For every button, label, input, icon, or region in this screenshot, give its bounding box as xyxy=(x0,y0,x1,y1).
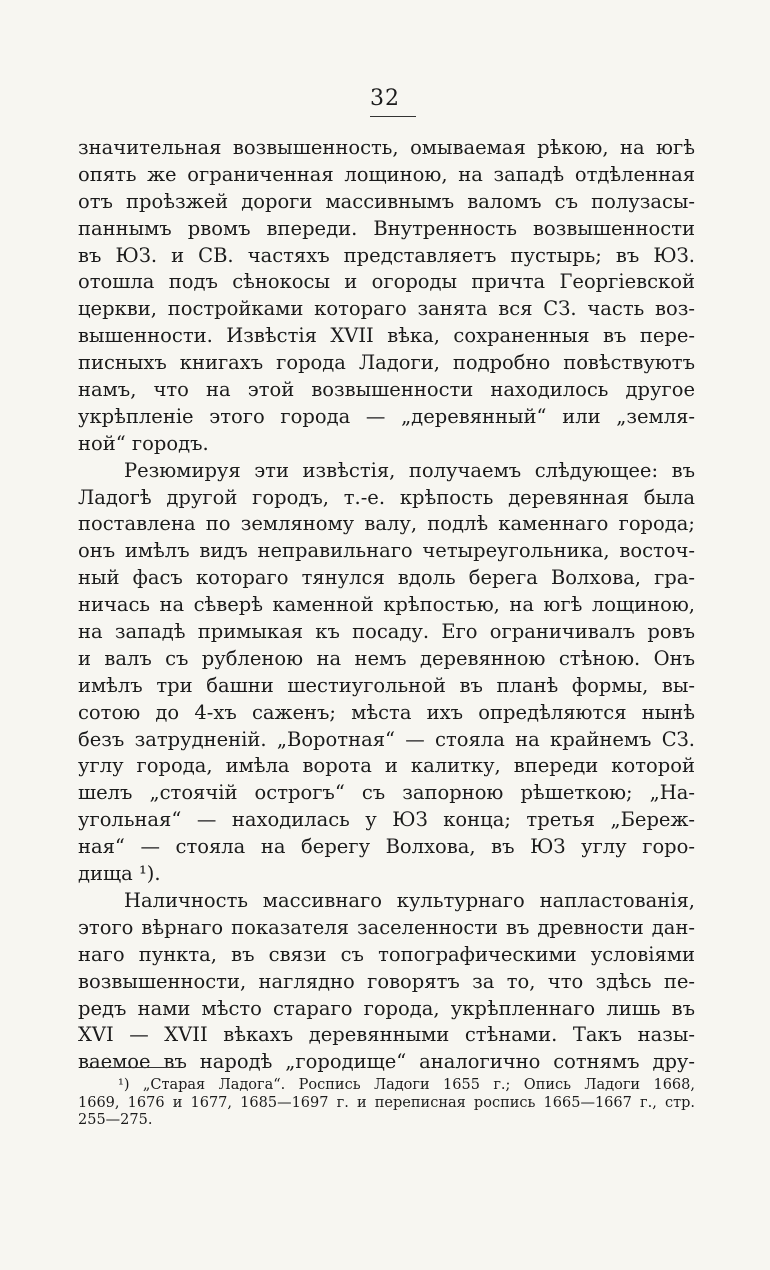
text-line: этого вѣрнаго показателя заселенности въ древности дан- xyxy=(78,915,695,939)
text-line: имѣлъ три башни шестиугольной въ планѣ формы, вы- xyxy=(78,673,695,697)
text-line: опять же ограниченная лощиною, на западѣ отдѣленная xyxy=(78,162,695,186)
footnote-line: 255—275. xyxy=(78,1112,153,1128)
text-line: ный фасъ котораго тянулся вдоль берега Волхова, гра- xyxy=(78,566,695,590)
footnotes xyxy=(78,1077,695,1130)
text-line: безъ затрудненій. „Воротная“ — стояла на крайнемъ СЗ. xyxy=(78,727,695,751)
text-line: углу города, имѣла ворота и калитку, впереди которой xyxy=(78,754,695,778)
text-line: ничась на сѣверѣ каменной крѣпостью, на югѣ лощиною, xyxy=(78,593,695,617)
text-line: дища ¹). xyxy=(78,862,161,886)
text-line: намъ, что на этой возвышенности находилось другое xyxy=(78,378,695,402)
text-line: Ладогѣ другой городъ, т.-е. крѣпость деревянная была xyxy=(78,485,695,509)
text-line: ваемое въ народѣ „городище“ аналогично сотнямъ дру- xyxy=(78,1050,695,1074)
text-line: ная“ — стояла на берегу Волхова, въ ЮЗ углу горо- xyxy=(78,835,695,859)
text-line: угольная“ — находилась у ЮЗ конца; третья „Береж- xyxy=(78,808,695,832)
text-line: редъ нами мѣсто стараго города, укрѣпленнаго лишь въ xyxy=(78,996,695,1020)
text-line: значительная возвышенность, омываемая рѣкою, на югѣ xyxy=(78,136,695,159)
text-line: онъ имѣлъ видъ неправильнаго четыреугольника, восточ- xyxy=(78,539,695,563)
paragraph-start-line: Резюмируя эти извѣстія, получаемъ слѣдующее: въ xyxy=(124,458,695,482)
page-number-rule xyxy=(370,116,416,117)
page-number: 32 xyxy=(370,86,400,111)
text-line: писныхъ книгахъ города Ладоги, подробно повѣствуютъ xyxy=(78,351,695,375)
paragraph-start-line: Наличность массивнаго культурнаго напластованія, xyxy=(124,888,695,912)
text-line: укрѣпленіе этого города — „деревянный“ или „земля- xyxy=(78,404,695,428)
text-line: вышенности. Извѣстія XVII вѣка, сохраненныя въ пере- xyxy=(78,324,695,348)
text-line: возвышенности, наглядно говорятъ за то, что здѣсь пе- xyxy=(78,969,695,993)
text-line: поставлена по земляному валу, подлѣ каменнаго города; xyxy=(78,512,695,536)
footnote-line: ¹) „Старая Ладога“. Роспись Ладоги 1655 г.; Опись Ладоги 1668, xyxy=(118,1077,695,1093)
text-line: паннымъ рвомъ впереди. Внутренность возвышенности xyxy=(78,216,695,240)
text-line: ной“ городъ. xyxy=(78,431,209,455)
text-line: церкви, постройками котораго занята вся СЗ. часть воз- xyxy=(78,297,695,321)
text-line: шелъ „стоячій острогъ“ съ запорною рѣшеткою; „На- xyxy=(78,781,695,805)
text-line: наго пункта, въ связи съ топографическими условіями xyxy=(78,942,695,966)
text-line: отошла подъ сѣнокосы и огороды причта Георгіевской xyxy=(78,270,695,294)
text-line: въ ЮЗ. и СВ. частяхъ представляетъ пустырь; въ ЮЗ. xyxy=(78,243,695,267)
text-line: и валъ съ рубленою на немъ деревянною стѣною. Онъ xyxy=(78,646,695,670)
text-line: отъ проѣзжей дороги массивнымъ валомъ съ полузасы- xyxy=(78,189,695,213)
footnote-line: 1669, 1676 и 1677, 1685—1697 г. и переписная роспись 1665—1667 г., стр. xyxy=(78,1094,695,1111)
text-line: на западѣ примыкая къ посаду. Его ограничивалъ ровъ xyxy=(78,620,695,644)
text-line: сотою до 4-хъ саженъ; мѣста ихъ опредѣляются нынѣ xyxy=(78,700,695,724)
text-line: XVI — XVII вѣкахъ деревянными стѣнами. Такъ назы- xyxy=(78,1023,695,1047)
footnote-rule xyxy=(88,1067,181,1068)
main-text xyxy=(78,135,695,1076)
